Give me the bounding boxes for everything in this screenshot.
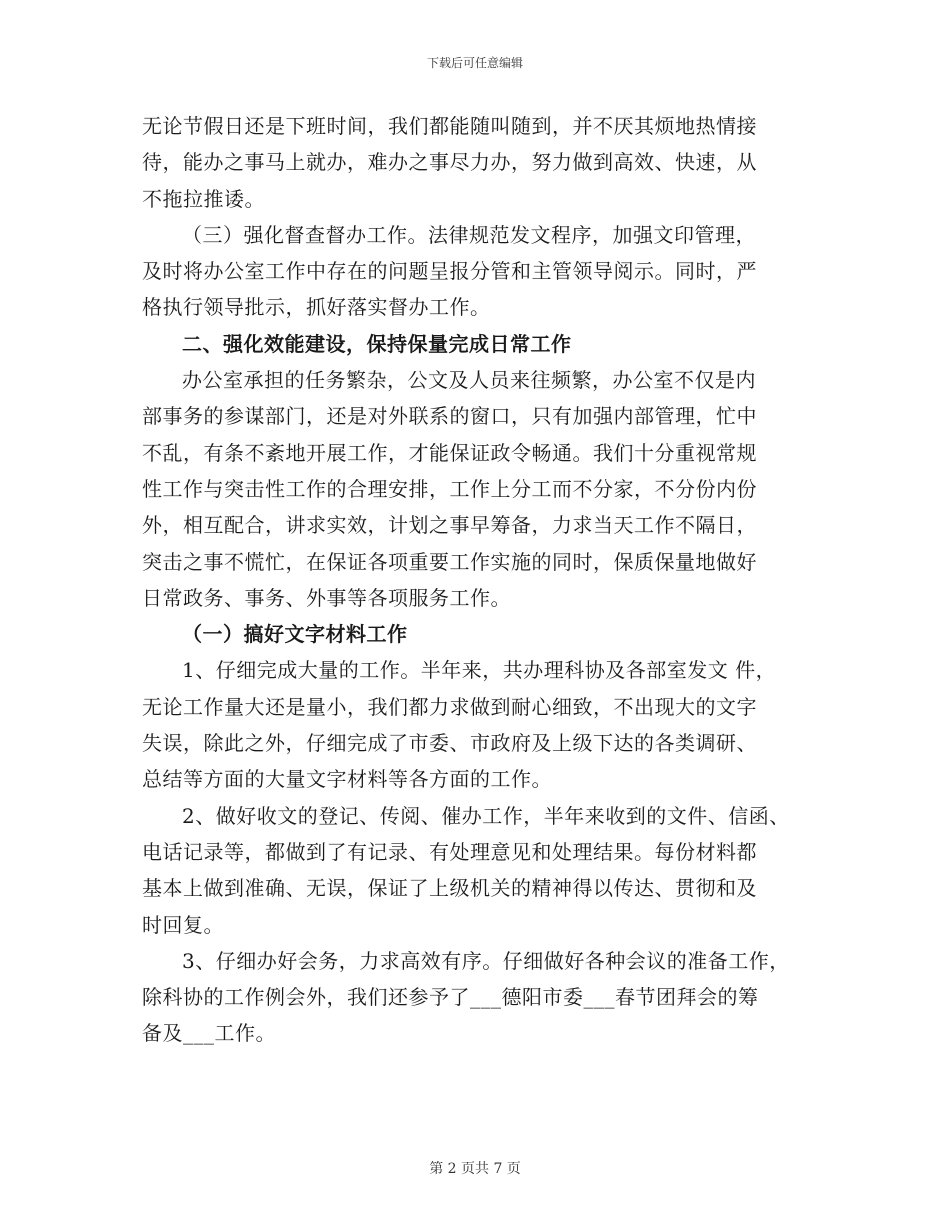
body-line: 及时将办公室工作中存在的问题呈报分管和主管领导阅示。同时，严 [142, 259, 757, 284]
page-footer: 第 2 页共 7 页 [429, 1161, 521, 1177]
body-line: 失误，除此之外，仔细完成了市委、市政府及上级下达的各类调研、 [142, 731, 757, 756]
body-line: 2、做好收文的登记、传阅、催办工作，半年来收到的文件、信函、 [182, 803, 790, 828]
body-line: 待，能办之事马上就办，难办之事尽力办，努力做到高效、快速，从 [142, 150, 757, 175]
body-line: 办公室承担的任务繁杂，公文及人员来往频繁，办公室不仅是内 [182, 368, 756, 393]
page-header: 下载后可任意编辑 [426, 56, 523, 70]
body-line: 无论工作量大还是量小，我们都力求做到耐心细致，不出现大的文字 [142, 694, 757, 719]
body-line: 基本上做到准确、无误，保证了上级机关的精神得以传达、贯彻和及 [142, 876, 757, 901]
body-line: 不乱，有条不紊地开展工作，才能保证政令畅通。我们十分重视常规 [142, 440, 757, 465]
document-body [142, 108, 822, 1052]
body-line: （三）强化督查督办工作。法律规范发文程序，加强文印管理， [182, 222, 756, 247]
body-line: 备及___工作。 [142, 1021, 276, 1046]
body-line: 时回复。 [142, 912, 224, 937]
section-heading: （一）搞好文字材料工作 [182, 622, 408, 647]
body-line: 日常政务、事务、外事等各项服务工作。 [142, 585, 511, 610]
section-heading: 二、强化效能建设，保持保量完成日常工作 [182, 331, 572, 356]
body-line: 除科协的工作例会外，我们还参予了___德阳市委___春节团拜会的筹 [142, 985, 759, 1010]
body-line: 格执行领导批示，抓好落实督办工作。 [142, 295, 491, 320]
body-line: 部事务的参谋部门，还是对外联系的窗口，只有加强内部管理，忙中 [142, 404, 757, 429]
body-line: 突击之事不慌忙，在保证各项重要工作实施的同时，保质保量地做好 [142, 549, 757, 574]
body-line: 外，相互配合，讲求实效，计划之事早筹备，力求当天工作不隔日， [142, 513, 757, 538]
body-line: 不拖拉推诿。 [142, 186, 265, 211]
body-line: 总结等方面的大量文字材料等各方面的工作。 [142, 767, 552, 792]
body-line: 1、仔细完成大量的工作。半年来，共办理科协及各部室发文 件， [182, 658, 777, 683]
body-line: 电话记录等，都做到了有记录、有处理意见和处理结果。每份材料都 [142, 839, 757, 864]
body-line: 性工作与突击性工作的合理安排，工作上分工而不分家，不分份内份 [142, 476, 757, 501]
body-line: 无论节假日还是下班时间，我们都能随叫随到，并不厌其烦地热情接 [142, 114, 757, 138]
body-line: 3、仔细办好会务，力求高效有序。仔细做好各种会议的准备工作， [182, 948, 790, 973]
